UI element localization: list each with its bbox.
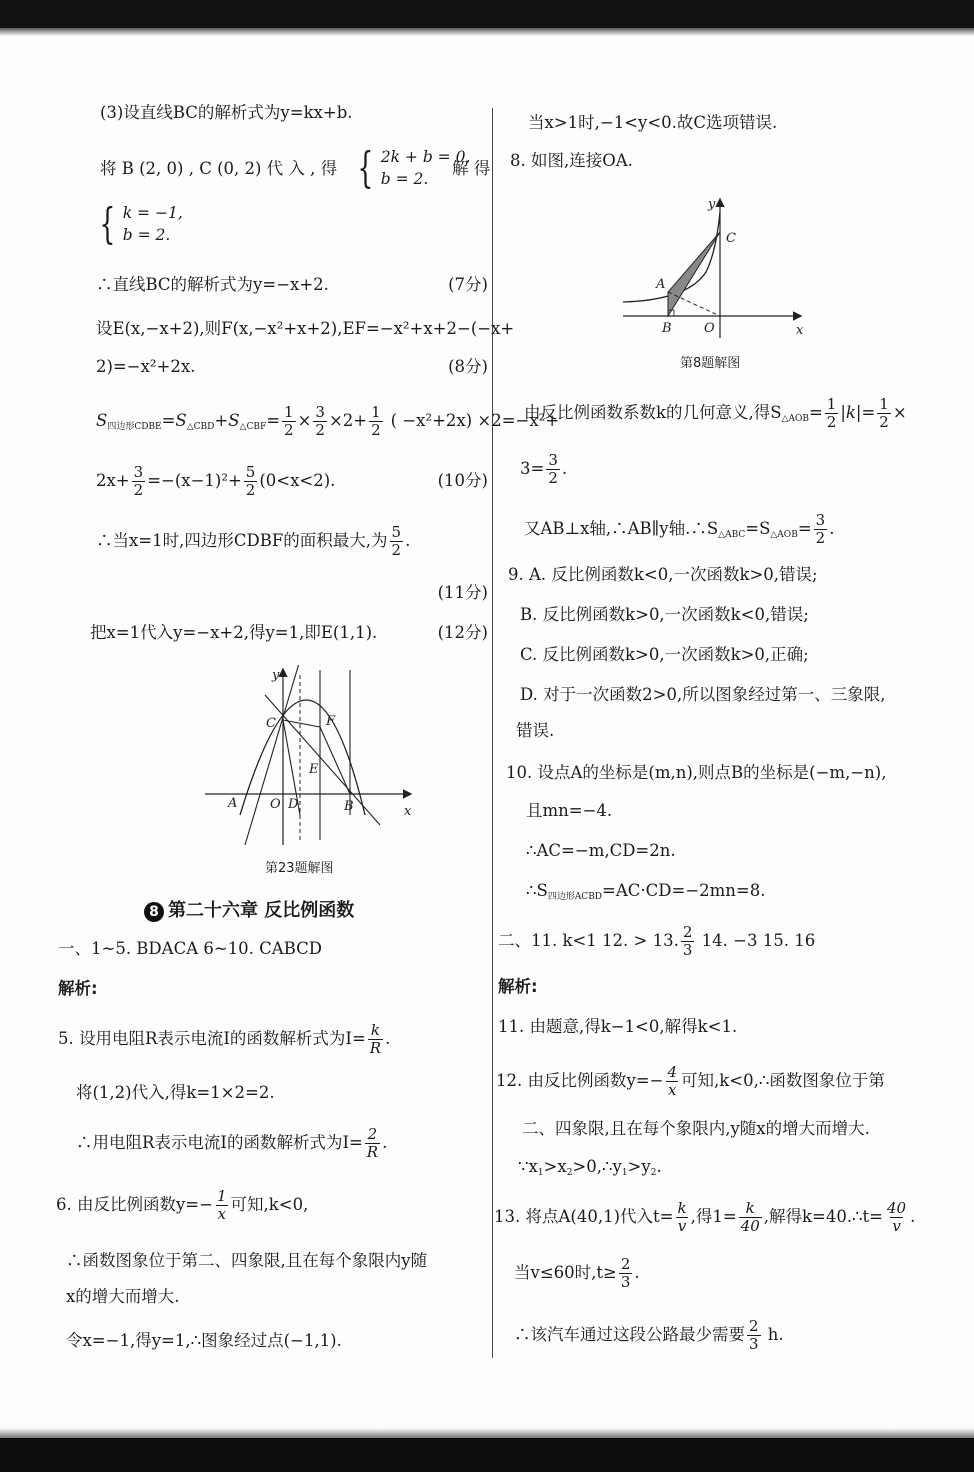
eq-part: 14. −3 15. 16 [696, 931, 816, 950]
fraction [368, 1022, 383, 1057]
denominator: 2 [815, 529, 826, 547]
left-line-2-text: 将 B (2, 0) , C (0, 2) 代 入 , 得 [100, 159, 338, 178]
q6-line-2: ∴函数图象位于第二、四象限,且在每个象限内y随 [66, 1251, 428, 1270]
numerator: 1 [284, 403, 294, 421]
left-line-2-solve: 解 得 [452, 159, 491, 178]
eq-part: =S [161, 411, 187, 430]
q5-line-2: 将(1,2)代入,得k=1×2=2. [76, 1083, 275, 1102]
q10-a: 10. 设点A的坐标是(m,n),则点B的坐标是(−m,−n), [506, 763, 887, 782]
eq-part: 13. 将点A(40,1)代入t= [494, 1207, 674, 1226]
eq-part: 可知,k<0, [230, 1195, 309, 1214]
label-o: O [704, 321, 715, 336]
scan-bottom-edge [0, 1438, 974, 1472]
figure-8 [618, 192, 808, 342]
numerator: 1 [371, 403, 381, 421]
fraction [369, 404, 383, 439]
scan-top-shadow [0, 28, 974, 36]
eq-part: 由反比例函数系数k的几何意义,得S [524, 403, 782, 422]
fraction [814, 512, 828, 547]
eq-part: =−(x−1)²+ [147, 471, 242, 490]
numerator: k [745, 1199, 755, 1217]
q10-b: 且mn=−4. [526, 801, 613, 820]
q12-line-2: 二、四象限,且在每个象限内,y随x的增大而增大. [522, 1119, 870, 1138]
eq-part: . [829, 519, 835, 538]
q13-line-2 [514, 1250, 640, 1296]
line-cb [265, 695, 380, 825]
denominator: 40 [740, 1217, 760, 1235]
fraction [619, 1256, 633, 1291]
shaded-triangle [668, 232, 720, 316]
eq-part: 6. 由反比例函数y=− [56, 1195, 213, 1214]
numerator: 4 [667, 1063, 678, 1081]
eq-part: (0<x<2). [259, 471, 336, 490]
eq-part: . [382, 1133, 388, 1152]
eq-part: ∴S [526, 881, 548, 900]
label-a: A [656, 277, 666, 292]
q9-d: D. 对于一次函数2>0,所以图象经过第一、三象限, [520, 685, 886, 704]
q13-line-3 [514, 1312, 784, 1358]
numerator: 2 [749, 1317, 759, 1335]
analysis-label-left: 解析: [58, 979, 98, 998]
denominator: R [366, 1143, 379, 1161]
numerator: 3 [315, 403, 325, 421]
score-11: (11分) [437, 583, 488, 602]
sub-label: 四边形CDBE [107, 422, 162, 432]
eq-part: ,解得k=40.∴t= [763, 1207, 884, 1226]
denominator: v [892, 1217, 901, 1235]
numerator: 3 [133, 463, 144, 481]
numerator: 5 [391, 523, 402, 541]
fraction [825, 396, 839, 431]
label-a: A [228, 796, 238, 811]
label-x: x [796, 323, 804, 338]
eq-part: ,得1= [690, 1207, 737, 1226]
eq-part: . [561, 459, 568, 478]
label-y: y [272, 668, 280, 683]
line-ca [245, 665, 300, 845]
eq-part: 5. 设用电阻R表示电流I的函数解析式为I= [58, 1029, 366, 1048]
fraction [313, 404, 327, 439]
left-line-10-text: 把x=1代入y=−x+2,得y=1,即E(1,1). [90, 623, 378, 642]
fraction [282, 404, 296, 439]
denominator: 2 [371, 421, 381, 439]
label-y: y [708, 197, 716, 212]
denominator: 2 [548, 469, 558, 487]
q10-c: ∴AC=−m,CD=2n. [526, 841, 676, 860]
eq-part: . [405, 531, 411, 550]
numerator: k [370, 1021, 380, 1039]
left-line-6 [96, 398, 559, 450]
right-line-1: 当x>1时,−1<y<0.故C选项错误. [528, 113, 778, 132]
q9-a: 9. A. 反比例函数k<0,一次函数k>0,错误; [508, 565, 818, 584]
left-line-3 [96, 274, 488, 296]
eq-part: = [266, 411, 281, 430]
scan-bottom-shadow [0, 1428, 974, 1438]
numerator: 3 [815, 511, 826, 529]
q12-line-1 [496, 1058, 885, 1104]
denominator: x [217, 1205, 226, 1223]
numerator: 2 [367, 1125, 378, 1143]
label-x: x [404, 804, 412, 819]
q5-line-3 [76, 1120, 387, 1166]
label-b: B [662, 321, 672, 336]
q6-line-3: x的增大而增大. [66, 1287, 180, 1306]
eq-part: ( −x²+2x) ×2=−x²+ [390, 411, 560, 430]
eq-part: 可知,k<0,∴函数图象位于第 [681, 1071, 885, 1090]
q9-c: C. 反比例函数k>0,一次函数k>0,正确; [520, 645, 809, 664]
left-line-4: 设E(x,−x+2),则F(x,−x²+x+2),EF=−x²+x+2−(−x+ [96, 319, 515, 338]
eq-part: 2x+ [96, 471, 130, 490]
eq-part: . [656, 1157, 662, 1176]
left-line-8 [96, 518, 410, 564]
left-line-7 [96, 458, 488, 504]
sys2-eq-b: b = 2. [122, 226, 171, 244]
column-divider [492, 108, 493, 1358]
q13-line-1 [494, 1194, 915, 1240]
fraction [244, 464, 258, 499]
denominator: 2 [391, 541, 402, 559]
fraction [390, 524, 404, 559]
q6-line-4: 令x=−1,得y=1,∴图象经过点(−1,1). [66, 1331, 342, 1350]
fraction [675, 1200, 688, 1235]
left-line-5 [96, 356, 488, 378]
eq-part: = [808, 403, 823, 422]
denominator: 2 [315, 421, 325, 439]
numerator: k [677, 1199, 687, 1217]
eq-part: >0,∴y [572, 1157, 622, 1176]
score-8: (8分) [448, 357, 488, 376]
denominator: R [369, 1039, 382, 1057]
s-symbol: S [96, 411, 108, 430]
eq-part: >x [543, 1157, 567, 1176]
sys1-eq-a: 2k + b = 0, [380, 148, 471, 166]
numerator: 1 [826, 395, 837, 413]
eq-part: +S [214, 411, 240, 430]
score-7: (7分) [448, 275, 488, 294]
eq-part: 当v≤60时,t≥ [514, 1263, 617, 1282]
denominator: 2 [879, 413, 889, 431]
label-f: F [326, 714, 336, 729]
line-cf [283, 720, 320, 727]
numerator: 3 [548, 451, 558, 469]
sub-label: 1 [621, 1168, 628, 1178]
eq-part: >y [627, 1157, 651, 1176]
denominator: 3 [749, 1335, 759, 1353]
left-line-1: (3)设直线BC的解析式为y=kx+b. [100, 103, 353, 122]
numerator: 1 [879, 395, 889, 413]
sub-label: △CBF [239, 422, 267, 432]
eq-part: = [797, 519, 812, 538]
sub-label: 2 [566, 1168, 573, 1178]
q12-line-3 [518, 1156, 662, 1184]
sub-label: 2 [650, 1168, 657, 1178]
fraction [215, 1188, 229, 1223]
sys2-eq-a: k = −1, [122, 204, 183, 222]
brace-glyph: { [99, 199, 116, 248]
fraction [546, 452, 560, 487]
eq-part: ×2+ [328, 411, 368, 430]
sub-label: 四边形ACBD [547, 892, 603, 902]
eq-part: =S [745, 519, 771, 538]
denominator: 2 [133, 481, 144, 499]
label-e: E [309, 762, 319, 777]
eq-part: 12. 由反比例函数y=− [496, 1071, 664, 1090]
chapter-badge: 8 [144, 902, 164, 922]
scan-top-edge [0, 0, 974, 28]
denominator: 3 [620, 1273, 631, 1291]
right-line-5 [524, 506, 834, 558]
eq-part: . [910, 1207, 916, 1226]
numerator: 40 [887, 1199, 907, 1217]
left-line-2 [100, 143, 495, 196]
eq-part: ∵x [518, 1157, 538, 1176]
label-c: C [726, 231, 736, 246]
score-12: (12分) [437, 623, 488, 642]
analysis-label-right: 解析: [498, 977, 538, 996]
sys1-eq-b: b = 2. [380, 170, 429, 188]
eq-part: ∴当x=1时,四边形CDBF的面积最大,为 [96, 531, 388, 550]
right-line-4 [520, 446, 567, 492]
score-10: (10分) [437, 471, 488, 490]
fraction [365, 1126, 380, 1161]
left-line-3-text: ∴直线BC的解析式为y=−x+2. [96, 275, 329, 294]
denominator: x [668, 1081, 677, 1099]
sub-label: △AOB [770, 530, 798, 540]
denominator: 2 [284, 421, 294, 439]
fraction [885, 1200, 908, 1235]
eq-part: × [297, 411, 312, 430]
denominator: 3 [682, 941, 693, 959]
q10-d [526, 880, 765, 908]
eq-part: |k|= [840, 403, 876, 422]
numerator: 2 [620, 1255, 631, 1273]
denominator: 2 [245, 481, 256, 499]
sub-label: △CBD [186, 422, 215, 432]
denominator: 2 [826, 413, 837, 431]
fraction [877, 396, 891, 431]
left-line-10 [90, 622, 488, 644]
fraction [665, 1064, 679, 1099]
eq-part: . [634, 1263, 640, 1282]
eq-part: ∴该汽车通过这段公路最少需要 [514, 1325, 745, 1344]
figure-8-caption: 第8题解图 [680, 356, 741, 371]
fraction [681, 924, 695, 959]
q9-b: B. 反比例函数k>0,一次函数k<0,错误; [520, 605, 809, 624]
left-line-5-text: 2)=−x²+2x. [96, 357, 196, 376]
sub-label: △ABC [718, 530, 746, 540]
figure-23-caption: 第23题解图 [265, 861, 334, 876]
right-line-3 [524, 390, 907, 442]
label-c: C [266, 716, 276, 731]
system-equation-2 [94, 199, 183, 248]
fraction [739, 1200, 762, 1235]
numerator: 5 [245, 463, 256, 481]
chapter-heading [144, 896, 354, 922]
eq-part: 二、11. k<1 12. > 13. [498, 931, 679, 950]
numerator: 2 [682, 923, 693, 941]
chapter-title: 第二十六章 反比例函数 [168, 900, 355, 921]
q6-line-1 [56, 1182, 308, 1228]
fraction [747, 1318, 761, 1353]
label-d: D [288, 797, 299, 812]
brace-glyph: { [357, 143, 374, 192]
figure-23 [200, 665, 420, 855]
numerator: 1 [216, 1187, 227, 1205]
eq-part: h. [762, 1325, 784, 1344]
label-b: B [344, 799, 354, 814]
eq-part: . [385, 1029, 391, 1048]
label-o: O [270, 797, 281, 812]
eq-part: 3= [520, 459, 545, 478]
right-line-2: 8. 如图,连接OA. [510, 151, 633, 170]
sub-label: △AOB [781, 414, 809, 424]
q11: 11. 由题意,得k−1<0,解得k<1. [498, 1017, 738, 1036]
eq-part: =AC·CD=−2mn=8. [602, 881, 766, 900]
left-line-9 [96, 582, 488, 604]
eq-part: × [892, 403, 907, 422]
eq-part: ∴用电阻R表示电流I的函数解析式为I= [76, 1133, 363, 1152]
eq-part: 又AB⊥x轴,∴AB∥y轴.∴S [524, 519, 719, 538]
answers-part-2 [498, 918, 815, 964]
answers-part-1: 一、1~5. BDACA 6~10. CABCD [58, 939, 322, 958]
denominator: v [677, 1217, 687, 1235]
q5-line-1 [58, 1016, 390, 1062]
fraction [132, 464, 146, 499]
q9-e: 错误. [516, 721, 555, 740]
sub-label: 1 [537, 1168, 544, 1178]
line-fb [320, 727, 350, 794]
